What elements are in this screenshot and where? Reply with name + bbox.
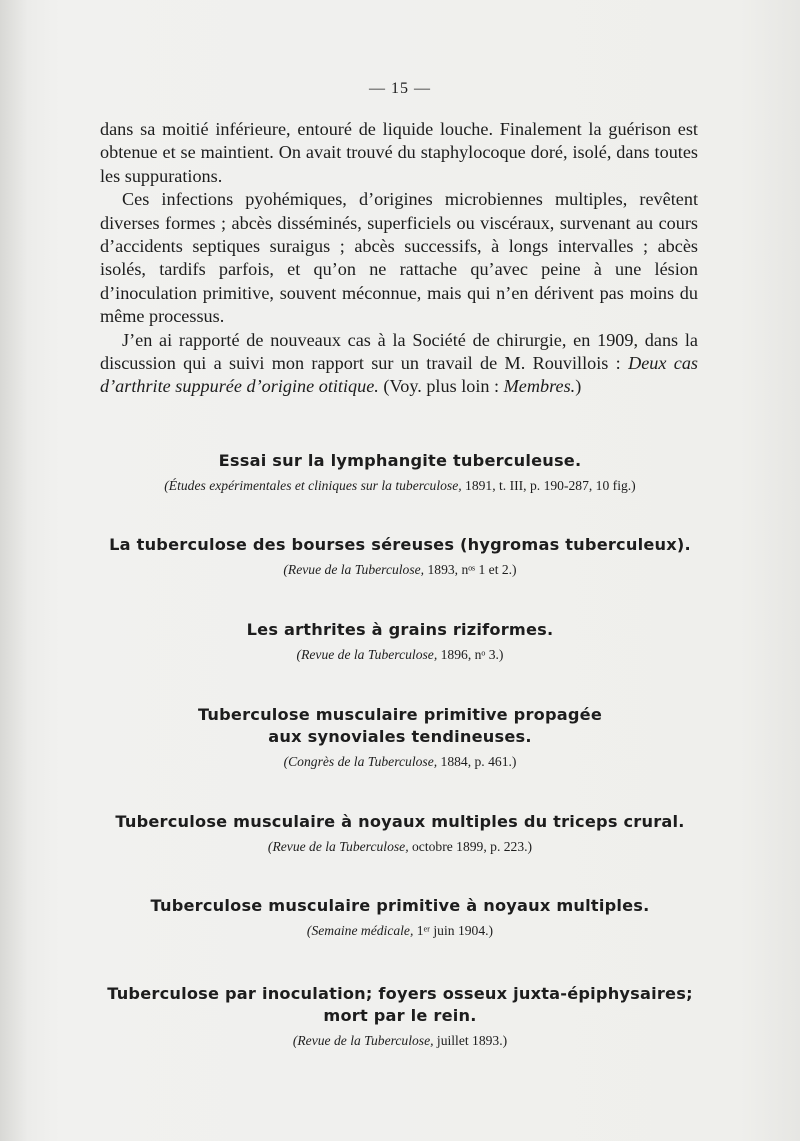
page-number: — 15 — [369, 80, 431, 97]
entry-title: Tuberculose musculaire à noyaux multiples du triceps crural. [115, 812, 685, 831]
entry-title: La tuberculose des bourses séreuses (hygromas tuberculeux). [109, 535, 691, 554]
bibliography-entry [90, 534, 710, 578]
paragraph-3-italic-2: Membres. [503, 376, 576, 397]
citation-details: juillet 1893.) [433, 1033, 508, 1048]
entry-title: Les arthrites à grains riziformes. [246, 620, 554, 639]
citation-details: 1896, nᵒ 3.) [437, 647, 504, 662]
bibliography-entry [90, 811, 710, 855]
entry-title: Tuberculose par inoculation; foyers osseux juxta-épiphysaires; [107, 984, 693, 1003]
entry-title: Tuberculose musculaire primitive propagée [197, 705, 603, 724]
paragraph-3-start: J’en ai rapporté de nouveaux cas à la Société de chirurgie, en 1909, dans la discussion qui a suivi mon rapport sur un travail de M. Rouvillois : [100, 329, 698, 374]
entry-title: Tuberculose musculaire primitive à noyaux multiples. [150, 896, 650, 915]
bibliography-entry [90, 450, 710, 494]
entry-citation [90, 923, 710, 939]
citation-source: (Revue de la Tuberculose, [292, 1033, 434, 1048]
bibliography-entry [90, 895, 710, 939]
citation-details: 1ᵉʳ juin 1904.) [413, 923, 494, 938]
bibliography-entry [90, 704, 710, 770]
citation-source: (Études expérimentales et cliniques sur la tuberculose, [164, 478, 462, 493]
bibliography-entry [90, 983, 710, 1049]
citation-source: (Congrès de la Tuberculose, [283, 754, 438, 769]
citation-details: octobre 1899, p. 223.) [408, 839, 533, 854]
entry-title-line-2: aux synoviales tendineuses. [268, 727, 532, 746]
citation-source: (Revue de la Tuberculose, [283, 562, 425, 577]
entry-citation [90, 478, 710, 494]
paragraph-3-end: ) [575, 376, 582, 397]
entry-title-line-2: mort par le rein. [323, 1006, 477, 1025]
citation-source: (Revue de la Tuberculose, [296, 647, 438, 662]
entry-title: Essai sur la lymphangite tuberculeuse. [218, 451, 582, 470]
entry-citation [90, 754, 710, 770]
paragraph-3 [100, 329, 698, 399]
paragraph-3-mid: (Voy. plus loin : [378, 376, 504, 397]
citation-details: 1884, p. 461.) [437, 754, 517, 769]
paragraph-2: Ces infections pyohémiques, d’origines microbiennes multiples, revêtent diverses formes ; abcès disséminés, superficiels ou viscéraux, survenant au cours d’accidents septiques suraigus ; abcès successifs, à longs intervalles ; abcès isolés, tardifs parfois, et qu’on ne rattache qu’avec peine à une lésion d’inoculation primitive, souvent méconnue, mais qui n’en dérivent pas moins du même processus. [100, 189, 698, 327]
entry-citation [90, 839, 710, 855]
citation-details: 1893, nᵒˢ 1 et 2.) [424, 562, 517, 577]
citation-source: (Revue de la Tuberculose, [267, 839, 409, 854]
paragraph-3-italic: Deux cas d’arthrite suppurée d’origine otitique. [100, 353, 698, 397]
paragraph-1: dans sa moitié inférieure, entouré de liquide louche. Finalement la guérison est obtenue et se maintient. On avait trouvé du staphylocoque doré, isolé, dans toutes les suppurations. [100, 119, 698, 186]
entry-citation [90, 647, 710, 663]
entry-citation [90, 1033, 710, 1049]
citation-details: 1891, t. III, p. 190-287, 10 fig.) [461, 478, 636, 493]
citation-source: (Semaine médicale, [306, 923, 414, 938]
body-text [100, 118, 698, 399]
bibliography-entry [90, 619, 710, 663]
entry-citation [90, 562, 710, 578]
